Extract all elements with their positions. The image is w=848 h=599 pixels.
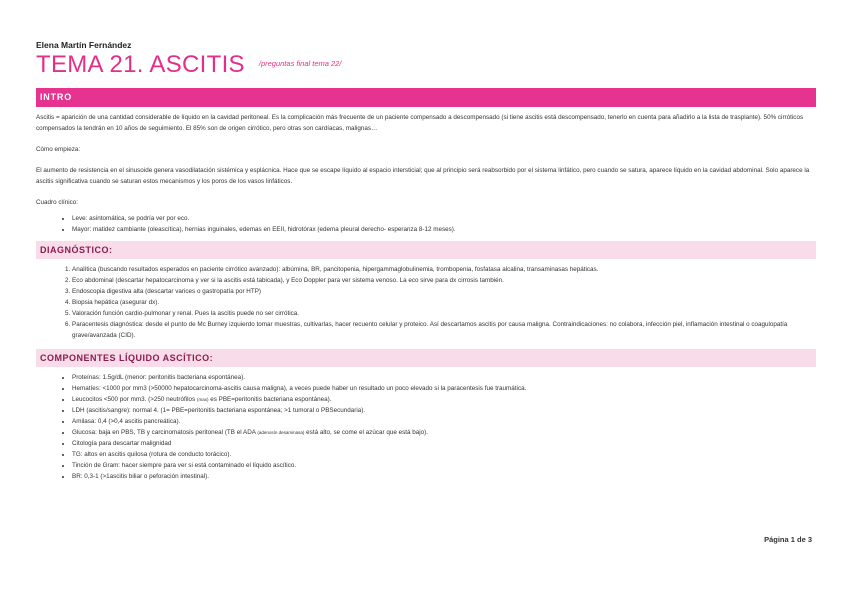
diagnostico-list [36,264,816,341]
list-item: • TG: altos en ascitis quilosa (rotura de conducto torácico). [72,449,816,460]
list-item: 3. Endoscopia digestiva alta (descartar varices o gastropatía por HTP) [72,286,816,297]
title-row [36,52,816,78]
list-item: • Mayor: matidez cambiante (oleascítica), hernias inguinales, edemas en EEII, hidrotórax (edema pleural derecho- esperanza 8-12 meses). [72,224,816,235]
list-item: 5. Valoración función cardio-pulmonar y renal. Pues la ascitis puede no ser cirrótica. [72,308,816,319]
intro-cuadro-clinico: Cuadro clínico: [36,199,78,206]
intro-mechanism-paragraph: El aumento de resistencia en el sinusoide genera vasodilatación sistémica y esplácnica. Hace que se escape líquido al espacio intersticial; que al principio será reabsorbido por el sistema linfático, pero cuando se satura, aparece líquido en la cavidad abdominal. Solo aparece la ascitis significativa cuando se saturan estos mecanismos y los poros de los vasos linfáticos. [36,167,810,185]
item-text: es PBE=peritonitis bacteriana espontánea). [208,396,332,403]
page-number: Página 1 de 3 [764,535,812,544]
list-item: 6. Paracentesis diagnóstica: desde el punto de Mc Burney izquierdo tomar muestras, cultivarlas, hacer recuento celular y proteico. Así descartamos ascitis por causa maligna. Contraindicaciones: no colabora, infección piel, inflamación intestinal o coagulopatía grave/avanzada (CID). [72,319,816,341]
section-heading-diagnostico: DIAGNÓSTICO: [36,241,816,259]
author-name: Elena Martín Fernández [36,40,132,50]
document-page [36,40,816,482]
list-item: • Leve: asintomática, se podría ver por eco. [72,213,816,224]
item-text: Glucosa: baja en PBS, TB y carcinomatosis peritoneal (TB el ADA [72,429,258,436]
list-item: • Proteínas: 1.5g/dL (menor: peritonitis bacteriana espontánea). [72,372,816,383]
clinical-list [36,213,816,235]
list-item: • Citología para descartar malignidad [72,438,816,449]
list-item: • Hematíes: <1000 por mm3 (>50000 hepatocarcinoma-ascitis causa maligna), a veces puede haber un resultado un poco elevado si la paracentesis fue traumática. [72,383,816,394]
intro-como-empieza: Cómo empieza: [36,146,81,153]
list-item: 1. Analítica (buscando resultados esperados en paciente cirrótico avanzado): albúmina, BR, pancitopenia, hipergammaglobulinemia, trombopenia, fosfatasa alcalina, transaminasas hepáticas. [72,264,816,275]
document-subtitle: /preguntas final tema 22/ [258,59,342,68]
document-title: TEMA 21. ASCITIS [36,51,245,78]
list-item: • BR: 0,3-1 (>1ascitis biliar o peforación intestinal). [72,471,816,482]
componentes-list [36,372,816,482]
list-item [72,427,816,438]
item-text: está alto, se come el azúcar que está bajo). [304,429,428,436]
intro-paragraph: Ascitis = aparición de una cantidad considerable de líquido en la cavidad peritoneal. Es la complicación más frecuente de un paciente compensado a descompensado (si tiene ascitis está descompensado, tenerlo en cuenta para añadirlo a la lista de trasplante). 50% cirróticos compensados la tendrán en 10 años de seguimiento. El 85% son de origen cirrótico, pero otras son cardíacas, malignas… [36,114,804,132]
item-note: (adenosín desaminasa) [257,430,305,435]
list-item: 2. Eco abdominal (descartar hepatocarcinoma y ver si la ascitis está tabicada), y Eco Doppler para ver sistema venoso. La eco sirve para dx cirrosis también. [72,275,816,286]
section-heading-intro: INTRO [36,88,816,107]
list-item: • Tinción de Gram: hacer siempre para ver si está contaminado el líquido ascítico. [72,460,816,471]
section-heading-componentes: COMPONENTES LÍQUIDO ASCÍTICO: [36,349,816,367]
list-item: • LDH (ascitis/sangre): normal 4. (1= PBE=peritonitis bacteriana espontánea; >1 tumoral o PBSecundaria). [72,405,816,416]
item-note: (max) [196,397,209,402]
list-item [72,394,816,405]
list-item: • Amilasa: 0,4 (>0,4 ascitis pancreática). [72,416,816,427]
list-item: 4. Biopsia hepática (asegurar dx). [72,297,816,308]
item-text: Leucocitos <500 por mm3. (>250 neutrófilos [72,396,197,403]
